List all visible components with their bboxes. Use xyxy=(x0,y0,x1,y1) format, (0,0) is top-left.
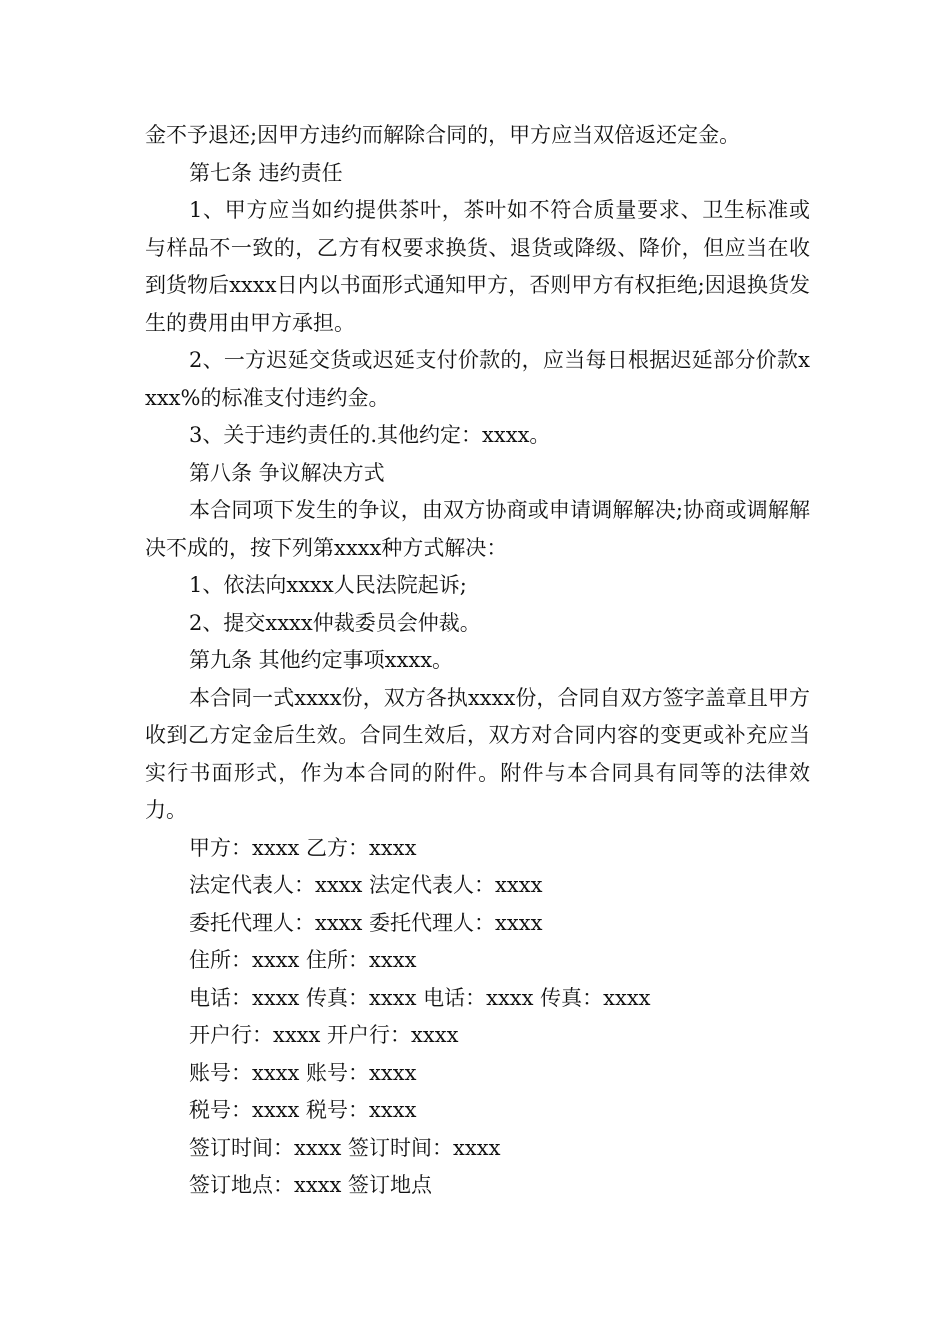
signature-addresses: 住所：xxxx 住所：xxxx xyxy=(189,948,417,972)
heading-article-8: 第八条 争议解决方式 xyxy=(189,460,385,485)
signature-legal-representatives: 法定代表人：xxxx 法定代表人：xxxx xyxy=(189,873,543,897)
signature-dates: 签订时间：xxxx 签订时间：xxxx xyxy=(189,1135,501,1160)
signature-accounts: 账号：xxxx 账号：xxxx xyxy=(189,1060,417,1085)
signature-authorized-agents: 委托代理人：xxxx 委托代理人：xxxx xyxy=(189,910,543,935)
paragraph-article-8-option-1: 1、依法向xxxx人民法院起诉; xyxy=(189,573,467,597)
paragraph-article-7-item-3: 3、关于违约责任的.其他约定：xxxx。 xyxy=(189,423,551,447)
heading-article-7: 第七条 违约责任 xyxy=(189,160,343,185)
signature-phone-fax: 电话：xxxx 传真：xxxx 电话：xxxx 传真：xxxx xyxy=(189,985,651,1010)
paragraph-article-7-item-2: 2、一方迟延交货或迟延支付价款的，应当每日根据迟延部分价款xxxx%的标准支付违约金。 xyxy=(145,348,810,410)
signature-tax-ids: 税号：xxxx 税号：xxxx xyxy=(189,1098,417,1122)
document-body xyxy=(145,117,810,1205)
paragraph-article-8-intro: 本合同项下发生的争议，由双方协商或申请调解解决;协商或调解解决不成的，按下列第xxxx种方式解决： xyxy=(145,498,810,560)
signature-banks: 开户行：xxxx 开户行：xxxx xyxy=(189,1023,459,1047)
heading-article-9: 第九条 其他约定事项xxxx。 xyxy=(189,648,454,672)
signature-party-names: 甲方：xxxx 乙方：xxxx xyxy=(189,835,417,860)
paragraph-article-7-item-1: 1、甲方应当如约提供茶叶，茶叶如不符合质量要求、卫生标准或与样品不一致的，乙方有权要求换货、退货或降级、降价，但应当在收到货物后xxxx日内以书面形式通知甲方，否则甲方有权拒绝;因退换货发生的费用由甲方承担。 xyxy=(145,198,810,335)
paragraph-article-8-option-2: 2、提交xxxx仲裁委员会仲裁。 xyxy=(189,610,481,635)
paragraph-deposit-continued: 金不予退还;因甲方违约而解除合同的，甲方应当双倍返还定金。 xyxy=(145,123,741,147)
signature-places: 签订地点：xxxx 签订地点 xyxy=(189,1173,433,1197)
paragraph-copies-and-effect: 本合同一式xxxx份，双方各执xxxx份，合同自双方签字盖章且甲方收到乙方定金后生效。合同生效后，双方对合同内容的变更或补充应当实行书面形式，作为本合同的附件。附件与本合同具有同等的法律效力。 xyxy=(145,685,810,822)
